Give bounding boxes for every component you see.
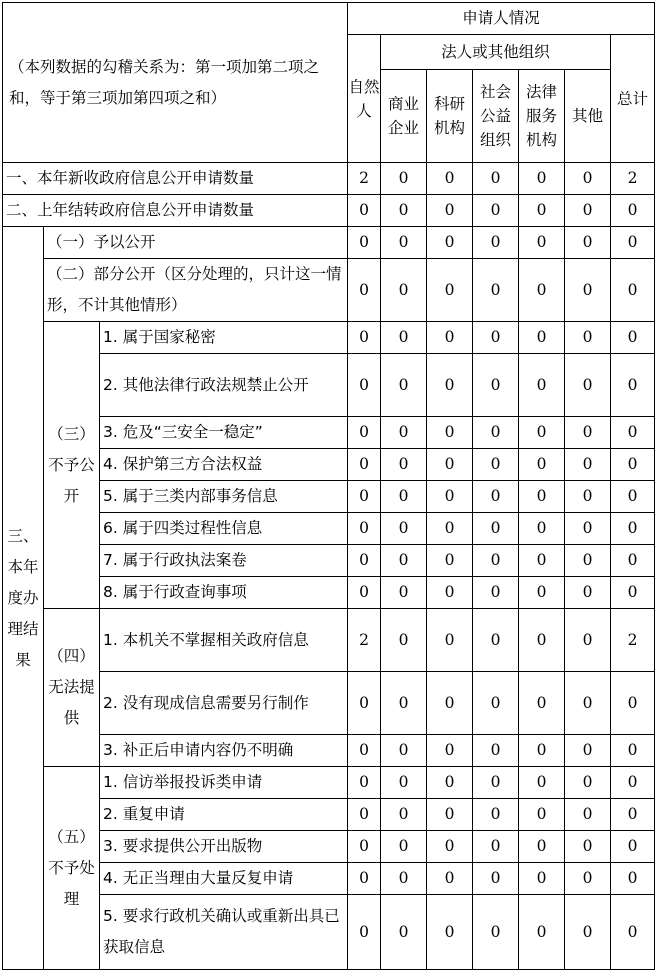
cell-value: 0	[565, 354, 611, 417]
cell-value: 0	[473, 545, 519, 577]
col-header: 法律服务机构	[519, 70, 565, 163]
cell-value: 0	[348, 735, 381, 767]
cell-value: 0	[427, 831, 473, 863]
row-label: 1. 属于国家秘密	[100, 322, 348, 354]
cell-value: 0	[611, 735, 655, 767]
cell-value: 0	[519, 259, 565, 322]
cell-value: 0	[611, 799, 655, 831]
table-row	[3, 259, 655, 322]
cell-value: 0	[519, 577, 565, 609]
cell-value: 0	[611, 449, 655, 481]
row-label: 2. 没有现成信息需要另行制作	[100, 672, 348, 735]
row-label: 8. 属于行政查询事项	[100, 577, 348, 609]
cell-value: 0	[348, 481, 381, 513]
table-row	[3, 322, 655, 354]
cell-value: 0	[611, 322, 655, 354]
cell-value: 0	[519, 449, 565, 481]
cell-value: 0	[565, 417, 611, 449]
cell-value: 0	[381, 195, 427, 227]
table-row	[3, 163, 655, 195]
row-label: 4. 无正当理由大量反复申请	[100, 863, 348, 895]
row-label: 5. 要求行政机关确认或重新出具已获取信息	[100, 895, 348, 970]
cell-value: 0	[473, 609, 519, 672]
cell-value: 0	[565, 481, 611, 513]
cell-value: 0	[565, 513, 611, 545]
cell-value: 0	[348, 195, 381, 227]
col-header: 社会公益组织	[473, 70, 519, 163]
cell-value: 0	[473, 577, 519, 609]
table-row	[3, 799, 655, 831]
table-row	[3, 767, 655, 799]
cell-value: 0	[348, 799, 381, 831]
cell-value: 0	[427, 513, 473, 545]
section-3-label: 三、本年度办理结果	[3, 227, 44, 970]
row-label: （一）予以公开	[44, 227, 348, 259]
cell-value: 0	[565, 799, 611, 831]
cell-value: 0	[565, 863, 611, 895]
row-label: 4. 保护第三方合法权益	[100, 449, 348, 481]
cell-value: 2	[611, 163, 655, 195]
natural-person-header: 自然人	[348, 35, 381, 163]
cell-value: 0	[519, 545, 565, 577]
cell-value: 0	[565, 163, 611, 195]
cell-value: 0	[381, 735, 427, 767]
cell-value: 0	[348, 417, 381, 449]
table-row	[3, 672, 655, 735]
cell-value: 0	[611, 417, 655, 449]
col-header: 商业企业	[381, 70, 427, 163]
cell-value: 0	[381, 513, 427, 545]
cell-value: 0	[348, 577, 381, 609]
cell-value: 0	[381, 767, 427, 799]
row-label: 3. 补正后申请内容仍不明确	[100, 735, 348, 767]
cell-value: 0	[473, 895, 519, 970]
cell-value: 0	[519, 354, 565, 417]
cell-value: 0	[519, 863, 565, 895]
table-row	[3, 449, 655, 481]
group-3-label: （三）不予公开	[44, 322, 100, 609]
row-label: 7. 属于行政执法案卷	[100, 545, 348, 577]
cell-value: 0	[427, 322, 473, 354]
cell-value: 0	[473, 163, 519, 195]
cell-value: 0	[519, 417, 565, 449]
cell-value: 0	[565, 831, 611, 863]
cell-value: 0	[473, 417, 519, 449]
cell-value: 0	[381, 863, 427, 895]
cell-value: 0	[427, 672, 473, 735]
cell-value: 0	[348, 322, 381, 354]
row-label: 1. 信访举报投诉类申请	[100, 767, 348, 799]
table-row	[3, 895, 655, 970]
col-header: 其他	[565, 70, 611, 163]
cell-value: 0	[381, 227, 427, 259]
cell-value: 0	[565, 672, 611, 735]
table-row	[3, 513, 655, 545]
row-label: 2. 其他法律行政法规禁止公开	[100, 354, 348, 417]
table-row	[3, 577, 655, 609]
cell-value: 0	[348, 831, 381, 863]
cell-value: 0	[473, 195, 519, 227]
table-row	[3, 863, 655, 895]
cell-value: 0	[611, 831, 655, 863]
row-label: 一、本年新收政府信息公开申请数量	[3, 163, 348, 195]
cell-value: 0	[611, 195, 655, 227]
cell-value: 0	[348, 259, 381, 322]
cell-value: 0	[473, 259, 519, 322]
cell-value: 0	[565, 545, 611, 577]
cell-value: 0	[381, 259, 427, 322]
table-row	[3, 735, 655, 767]
cell-value: 0	[381, 831, 427, 863]
cell-value: 0	[473, 767, 519, 799]
cell-value: 0	[473, 831, 519, 863]
cell-value: 0	[348, 863, 381, 895]
cell-value: 0	[519, 513, 565, 545]
cell-value: 0	[381, 545, 427, 577]
cell-value: 0	[519, 609, 565, 672]
cell-value: 0	[611, 863, 655, 895]
table-row	[3, 354, 655, 417]
cell-value: 0	[565, 767, 611, 799]
cell-value: 0	[427, 545, 473, 577]
row-label: 1. 本机关不掌握相关政府信息	[100, 609, 348, 672]
table-row	[3, 481, 655, 513]
table-row	[3, 195, 655, 227]
cell-value: 0	[611, 259, 655, 322]
cell-value: 0	[381, 481, 427, 513]
cell-value: 0	[427, 799, 473, 831]
cell-value: 0	[427, 577, 473, 609]
cell-value: 0	[427, 227, 473, 259]
cell-value: 0	[611, 227, 655, 259]
cell-value: 0	[611, 354, 655, 417]
cell-value: 0	[519, 799, 565, 831]
total-header: 总计	[611, 35, 655, 163]
cell-value: 0	[427, 767, 473, 799]
cell-value: 0	[473, 799, 519, 831]
cell-value: 0	[565, 449, 611, 481]
cell-value: 0	[348, 895, 381, 970]
cell-value: 0	[611, 481, 655, 513]
cell-value: 0	[519, 831, 565, 863]
legal-group-header: 法人或其他组织	[381, 35, 611, 70]
cell-value: 0	[348, 672, 381, 735]
cell-value: 0	[381, 672, 427, 735]
row-label: 二、上年结转政府信息公开申请数量	[3, 195, 348, 227]
cell-value: 0	[381, 799, 427, 831]
col-header: 科研机构	[427, 70, 473, 163]
cell-value: 2	[611, 609, 655, 672]
cell-value: 0	[565, 322, 611, 354]
cell-value: 0	[611, 767, 655, 799]
row-label: 5. 属于三类内部事务信息	[100, 481, 348, 513]
cell-value: 0	[473, 863, 519, 895]
cell-value: 0	[381, 577, 427, 609]
cell-value: 0	[565, 577, 611, 609]
cell-value: 0	[565, 609, 611, 672]
cell-value: 0	[473, 449, 519, 481]
row-label: 3. 危及“三安全一稳定”	[100, 417, 348, 449]
cell-value: 0	[381, 417, 427, 449]
cell-value: 0	[565, 735, 611, 767]
cell-value: 0	[427, 895, 473, 970]
cell-value: 0	[427, 195, 473, 227]
cell-value: 0	[473, 672, 519, 735]
cell-value: 0	[611, 545, 655, 577]
cell-value: 0	[348, 767, 381, 799]
row-label: （二）部分公开（区分处理的，只计这一情形，不计其他情形）	[44, 259, 348, 322]
cell-value: 0	[348, 545, 381, 577]
cell-value: 0	[611, 672, 655, 735]
cell-value: 0	[565, 259, 611, 322]
cell-value: 0	[611, 577, 655, 609]
cell-value: 0	[565, 195, 611, 227]
cell-value: 2	[348, 163, 381, 195]
cell-value: 0	[427, 259, 473, 322]
cell-value: 0	[565, 227, 611, 259]
group-5-label: （五）不予处理	[44, 767, 100, 970]
cell-value: 0	[427, 449, 473, 481]
cell-value: 0	[473, 481, 519, 513]
applicant-situation-header: 申请人情况	[348, 3, 655, 35]
cell-value: 0	[348, 354, 381, 417]
cell-value: 0	[519, 895, 565, 970]
cell-value: 0	[427, 163, 473, 195]
row-label: 2. 重复申请	[100, 799, 348, 831]
table-row	[3, 417, 655, 449]
cell-value: 0	[381, 354, 427, 417]
row-label: 6. 属于四类过程性信息	[100, 513, 348, 545]
cell-value: 0	[519, 195, 565, 227]
cell-value: 0	[519, 672, 565, 735]
cell-value: 0	[427, 863, 473, 895]
cell-value: 0	[611, 513, 655, 545]
cell-value: 0	[427, 609, 473, 672]
cell-value: 0	[519, 735, 565, 767]
cell-value: 0	[473, 735, 519, 767]
cell-value: 0	[381, 163, 427, 195]
cell-value: 0	[427, 354, 473, 417]
cell-value: 0	[348, 513, 381, 545]
cell-value: 0	[611, 895, 655, 970]
cell-value: 0	[473, 354, 519, 417]
cell-value: 0	[473, 227, 519, 259]
cell-value: 0	[519, 163, 565, 195]
cell-value: 0	[381, 609, 427, 672]
cell-value: 0	[381, 895, 427, 970]
cell-value: 0	[427, 417, 473, 449]
cell-value: 0	[519, 481, 565, 513]
cell-value: 0	[473, 513, 519, 545]
cell-value: 0	[348, 227, 381, 259]
disclosure-table	[2, 2, 655, 970]
cell-value: 0	[519, 322, 565, 354]
cell-value: 0	[381, 449, 427, 481]
cell-value: 0	[381, 322, 427, 354]
cell-value: 0	[473, 322, 519, 354]
cell-value: 0	[427, 481, 473, 513]
group-4-label: （四）无法提供	[44, 609, 100, 767]
cell-value: 0	[519, 227, 565, 259]
table-row	[3, 227, 655, 259]
cell-value: 0	[427, 735, 473, 767]
cell-value: 0	[565, 895, 611, 970]
table-row	[3, 609, 655, 672]
header-note: （本列数据的勾稽关系为：第一项加第二项之和，等于第三项加第四项之和）	[3, 3, 348, 163]
table-row	[3, 831, 655, 863]
cell-value: 0	[519, 767, 565, 799]
cell-value: 2	[348, 609, 381, 672]
cell-value: 0	[348, 449, 381, 481]
table-row	[3, 545, 655, 577]
row-label: 3. 要求提供公开出版物	[100, 831, 348, 863]
